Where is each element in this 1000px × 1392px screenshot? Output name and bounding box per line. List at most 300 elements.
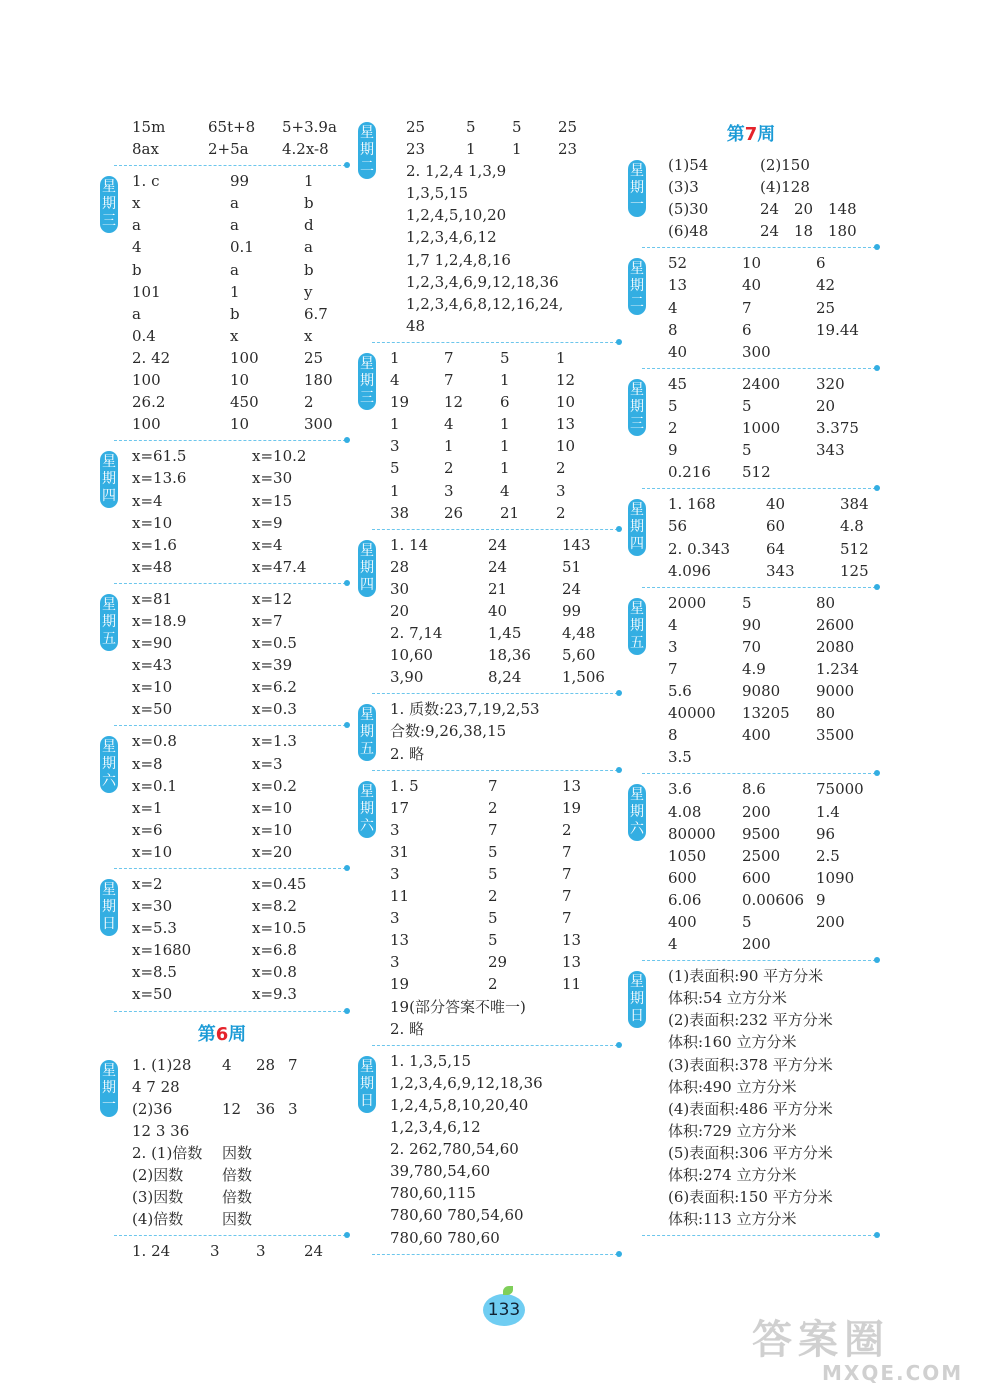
answer-row <box>132 819 346 841</box>
answer-cell: (3)3 <box>668 178 699 197</box>
answer-cell: x=10 <box>132 678 173 697</box>
answer-row <box>132 1076 346 1098</box>
answer-cell: 4.2x-8 <box>282 140 329 159</box>
answer-cell: 5 <box>488 842 498 861</box>
answer-cell: 倍数 <box>222 1166 253 1185</box>
answer-cell: 2. 262,780,54,60 <box>390 1140 519 1159</box>
answer-cell: 780,60 780,54,60 <box>390 1206 524 1225</box>
weekday-tab: 星期日 <box>100 879 118 936</box>
answer-cell: 17 <box>390 798 410 817</box>
dashed-divider <box>372 1045 618 1046</box>
answer-column-3 <box>626 116 876 1240</box>
week-heading-suffix: 周 <box>228 1023 247 1045</box>
answer-cell: 384 <box>840 495 869 514</box>
answer-row <box>660 560 876 582</box>
answer-row <box>390 885 618 907</box>
answer-cell: 450 <box>230 393 259 412</box>
answer-row <box>132 259 346 281</box>
answer-cell: 2080 <box>816 637 855 656</box>
answer-cell: a <box>230 194 239 213</box>
answer-row <box>660 373 876 395</box>
answer-cell: 60 <box>766 517 786 536</box>
answer-cell: 23 <box>558 140 578 159</box>
answer-row <box>660 341 876 363</box>
answer-row <box>132 676 346 698</box>
answer-row <box>390 666 618 688</box>
answer-block <box>626 493 876 581</box>
answer-row <box>390 534 618 556</box>
answer-cell: (6)表面积:150 平方分米 <box>668 1188 833 1207</box>
answer-row <box>660 417 876 439</box>
answer-block <box>626 592 876 769</box>
answer-cell: 9080 <box>742 682 781 701</box>
answer-cell: 64 <box>766 539 786 558</box>
answer-row <box>132 895 346 917</box>
answer-cell: 2 <box>556 459 566 478</box>
answer-cell: 80 <box>816 593 836 612</box>
weekday-tab: 星期五 <box>100 594 118 651</box>
answer-cell: 0.4 <box>132 326 156 345</box>
answer-row <box>390 951 618 973</box>
answer-row <box>660 614 876 636</box>
answer-cell: 1 <box>390 481 400 500</box>
answer-cell: 1 <box>500 437 510 456</box>
answer-row <box>390 578 618 600</box>
answer-row <box>390 720 618 742</box>
answer-block <box>356 347 618 524</box>
answer-cell: 2+5a <box>208 140 249 159</box>
answer-cell: 40 <box>668 342 688 361</box>
answer-cell: 5,60 <box>562 646 596 665</box>
answer-row <box>390 996 618 1018</box>
answer-row <box>660 1164 876 1186</box>
answer-cell: 101 <box>132 282 161 301</box>
answer-cell: (1)54 <box>668 156 709 174</box>
answer-cell: 20 <box>390 601 410 620</box>
answer-row <box>132 841 346 863</box>
answer-cell: 3 <box>288 1099 298 1118</box>
answer-cell: 5 <box>488 909 498 928</box>
answer-cell: 19(部分答案不唯一) <box>390 997 526 1016</box>
answer-cell: x <box>132 194 141 213</box>
answer-cell: 8.6 <box>742 780 766 799</box>
answer-cell: 2.5 <box>816 846 840 865</box>
answer-cell: 99 <box>562 601 582 620</box>
answer-cell: 9000 <box>816 682 855 701</box>
week-heading-prefix: 第 <box>197 1023 216 1045</box>
answer-cell: 3 <box>668 637 678 656</box>
answer-cell: x=30 <box>132 897 173 916</box>
answer-row <box>390 116 618 138</box>
answer-cell: 2. 7,14 <box>390 624 443 643</box>
answer-cell: 12 <box>444 393 464 412</box>
answer-cell: 8 <box>668 726 678 745</box>
answer-cell: 1,2,4,5,10,20 <box>406 206 507 225</box>
answer-cell: 4.096 <box>668 561 711 580</box>
answer-row <box>660 461 876 483</box>
answer-row <box>132 797 346 819</box>
answer-cell: 1 <box>556 348 566 367</box>
answer-cell: 19.44 <box>816 320 859 339</box>
answer-row <box>390 556 618 578</box>
answer-row <box>660 1142 876 1164</box>
answer-block <box>626 373 876 483</box>
answer-cell: x=3 <box>252 754 283 773</box>
answer-cell: 体积:490 立方分米 <box>668 1077 797 1096</box>
answer-cell: 7 <box>562 909 572 928</box>
answer-cell: 1 <box>304 172 314 191</box>
answer-cell: x=10.2 <box>252 447 307 466</box>
answer-cell: x=48 <box>132 557 173 576</box>
dashed-divider <box>114 1235 346 1236</box>
answer-cell: 25 <box>558 118 578 136</box>
answer-block <box>98 873 346 1006</box>
answer-row <box>132 1142 346 1164</box>
answer-row <box>390 413 618 435</box>
answer-cell: x=0.3 <box>252 700 297 719</box>
answer-cell: x=10 <box>132 513 173 532</box>
answer-row <box>660 724 876 746</box>
answer-cell: 1050 <box>668 846 707 865</box>
answer-row <box>390 1227 618 1249</box>
answer-row <box>132 413 346 435</box>
answer-row <box>390 369 618 391</box>
weekday-tab: 星期三 <box>628 379 646 436</box>
answer-cell: x=20 <box>252 842 293 861</box>
answer-cell: 12 <box>556 371 576 390</box>
answer-cell: 3.5 <box>668 748 692 767</box>
answer-cell: 1,2,3,4,6,9,12,18,36 <box>390 1073 543 1092</box>
answer-row <box>660 515 876 537</box>
answer-cell: (2)表面积:232 平方分米 <box>668 1011 833 1030</box>
answer-block <box>98 730 346 863</box>
answer-cell: x=7 <box>252 611 283 630</box>
answer-row <box>132 654 346 676</box>
answer-row <box>132 116 346 138</box>
answer-block <box>98 1054 346 1231</box>
answer-cell: 38 <box>390 503 410 522</box>
answer-cell: 体积:54 立方分米 <box>668 989 787 1008</box>
answer-row <box>390 1094 618 1116</box>
answer-cell: 4.08 <box>668 802 702 821</box>
answer-cell: x=10 <box>252 798 293 817</box>
answer-row <box>390 797 618 819</box>
answer-row <box>390 347 618 369</box>
answer-row <box>390 841 618 863</box>
answer-row <box>390 160 618 182</box>
answer-row <box>660 1031 876 1053</box>
answer-cell: 56 <box>668 517 688 536</box>
answer-row <box>132 588 346 610</box>
answer-cell: 10 <box>556 393 576 412</box>
answer-row <box>390 622 618 644</box>
answer-row <box>390 1138 618 1160</box>
answer-cell: 4.9 <box>742 659 766 678</box>
answer-cell: 1090 <box>816 868 855 887</box>
answer-cell: 7 <box>488 776 498 795</box>
answer-cell: 4 <box>222 1055 232 1074</box>
answer-cell: 8,24 <box>488 668 522 687</box>
answer-cell: 1,506 <box>562 668 605 687</box>
answer-cell: (1)表面积:90 平方分米 <box>668 967 824 986</box>
answer-cell: 52 <box>668 254 688 273</box>
answer-cell: 90 <box>742 615 762 634</box>
answer-cell: x=0.2 <box>252 776 297 795</box>
weekday-tab: 星期二 <box>628 258 646 315</box>
answer-cell: 1,2,3,4,6,12 <box>406 228 497 247</box>
answer-cell: 8ax <box>132 140 159 159</box>
week-heading-num: 7 <box>744 124 758 145</box>
answer-cell: 5 <box>742 913 752 931</box>
weekday-tab: 星期一 <box>100 1060 118 1117</box>
answer-row <box>660 680 876 702</box>
answer-cell: (4)表面积:486 平方分米 <box>668 1099 833 1118</box>
answer-row <box>660 636 876 658</box>
answer-cell: 40 <box>742 276 762 295</box>
answer-cell: x=1 <box>132 798 163 817</box>
answer-cell: 12 3 36 <box>132 1121 190 1140</box>
answer-cell: 7 <box>444 371 454 390</box>
answer-row <box>132 445 346 467</box>
answer-block <box>356 775 618 1040</box>
answer-cell: 2 <box>556 503 566 522</box>
answer-cell: 5+3.9a <box>282 118 337 136</box>
answer-row <box>390 907 618 929</box>
answer-row <box>660 297 876 319</box>
answer-row <box>390 1050 618 1072</box>
answer-cell: 体积:274 立方分米 <box>668 1166 797 1185</box>
answer-cell: 24 <box>488 557 508 576</box>
answer-cell: 1. 14 <box>390 535 429 554</box>
answer-cell: 1.4 <box>816 802 840 821</box>
answer-row <box>132 753 346 775</box>
answer-cell: 31 <box>390 842 410 861</box>
answer-cell: 2. 略 <box>390 1019 425 1038</box>
answer-row <box>132 1208 346 1230</box>
answer-cell: 1 <box>500 415 510 434</box>
answer-column-2 <box>356 116 618 1259</box>
answer-cell: 2600 <box>816 615 855 634</box>
answer-cell: 100 <box>132 415 161 434</box>
answer-cell: 5 <box>742 396 752 415</box>
answer-row <box>660 702 876 724</box>
answer-cell: 因数 <box>222 1210 253 1229</box>
dashed-divider <box>372 529 618 530</box>
answer-row <box>132 281 346 303</box>
answer-row <box>660 538 876 560</box>
answer-cell: 13 <box>562 931 582 950</box>
answer-row <box>660 1186 876 1208</box>
answer-row <box>660 778 876 800</box>
answer-cell: 25 <box>304 348 324 367</box>
answer-row <box>390 1018 618 1040</box>
answer-cell: x=5.3 <box>132 919 177 938</box>
answer-cell: 7 <box>444 348 454 367</box>
answer-cell: 5 <box>668 396 678 415</box>
answer-cell: 20 <box>794 200 814 219</box>
answer-cell: 7 <box>288 1055 298 1074</box>
answer-cell: 倍数 <box>222 1188 253 1207</box>
answer-cell: x=50 <box>132 700 173 719</box>
answer-row <box>390 271 618 293</box>
answer-cell: 4 <box>668 298 678 317</box>
answer-row <box>132 961 346 983</box>
week-heading <box>98 1016 346 1054</box>
answer-cell: 5 <box>500 348 510 367</box>
answer-cell: 13205 <box>742 704 790 723</box>
weekday-tab: 星期二 <box>358 122 376 179</box>
answer-cell: 200 <box>742 935 771 954</box>
answer-cell: b <box>132 260 142 279</box>
weekday-tab: 星期六 <box>358 781 376 838</box>
answer-row <box>132 236 346 258</box>
answer-cell: 23 <box>406 140 426 159</box>
answer-cell: 2. (1)倍数 <box>132 1143 203 1162</box>
answer-cell: 75000 <box>816 780 864 799</box>
answer-cell: 2 <box>668 419 678 438</box>
answer-row <box>390 1116 618 1138</box>
answer-cell: 2 <box>488 975 498 994</box>
weekday-tab: 星期三 <box>100 176 118 233</box>
answer-row <box>132 939 346 961</box>
answer-cell: 96 <box>816 824 836 843</box>
answer-cell: 143 <box>562 535 591 554</box>
dashed-divider <box>372 342 618 343</box>
answer-cell: (5)表面积:306 平方分米 <box>668 1143 833 1162</box>
answer-row <box>660 867 876 889</box>
answer-cell: (4)倍数 <box>132 1210 184 1229</box>
answer-cell: 13 <box>390 931 410 950</box>
answer-cell: 7 <box>488 820 498 839</box>
answer-cell: 24 <box>760 222 780 241</box>
answer-row <box>660 1054 876 1076</box>
answer-row <box>132 369 346 391</box>
answer-cell: 6 <box>500 393 510 412</box>
answer-row <box>132 917 346 939</box>
answer-cell: x=2 <box>132 875 163 893</box>
answer-cell: x=0.8 <box>252 963 297 982</box>
answer-block <box>356 534 618 689</box>
answer-cell: x=8 <box>132 754 163 773</box>
answer-cell: 4 <box>132 238 142 257</box>
dashed-divider <box>372 1254 618 1255</box>
answer-cell: a <box>304 238 313 257</box>
answer-cell: 1 <box>230 282 240 301</box>
answer-row <box>390 775 618 797</box>
answer-cell: (4)128 <box>760 178 810 197</box>
answer-row <box>660 845 876 867</box>
dashed-divider <box>114 440 346 441</box>
answer-cell: 28 <box>256 1055 276 1074</box>
answer-cell: 2400 <box>742 374 781 393</box>
answer-cell: 1,45 <box>488 624 522 643</box>
answer-row <box>390 698 618 720</box>
answer-cell: 9 <box>668 441 678 460</box>
answer-row <box>660 439 876 461</box>
answer-cell: 1 <box>512 140 522 159</box>
answer-cell: a <box>230 216 239 235</box>
answer-cell: 320 <box>816 374 845 393</box>
answer-cell: 42 <box>816 276 836 295</box>
answer-cell: x=4 <box>132 491 163 510</box>
answer-cell: 13 <box>556 415 576 434</box>
answer-cell: 2 <box>488 887 498 906</box>
answer-cell: 1. 24 <box>132 1242 171 1261</box>
answer-cell: a <box>132 216 141 235</box>
answer-block <box>626 252 876 362</box>
answer-cell: x=9 <box>252 513 283 532</box>
week-heading <box>626 116 876 154</box>
answer-cell: 5.6 <box>668 682 692 701</box>
answer-cell: 4 <box>668 935 678 954</box>
dashed-divider <box>642 1235 876 1236</box>
answer-row <box>132 467 346 489</box>
answer-cell: 3 <box>444 481 454 500</box>
answer-row <box>132 1120 346 1142</box>
answer-cell: 2. 略 <box>390 744 425 763</box>
answer-cell: 10 <box>556 437 576 456</box>
answer-cell: 8 <box>668 320 678 339</box>
answer-cell: 11 <box>390 887 410 906</box>
answer-cell: 4.8 <box>840 517 864 536</box>
answer-row <box>132 1164 346 1186</box>
weekday-tab: 星期五 <box>358 704 376 761</box>
weekday-tab: 星期日 <box>628 971 646 1028</box>
weekday-tab: 星期日 <box>358 1056 376 1113</box>
answer-cell: 3 <box>390 953 400 972</box>
answer-row <box>132 1240 346 1262</box>
answer-row <box>390 1072 618 1094</box>
answer-row <box>132 214 346 236</box>
answer-cell: 因数 <box>222 1143 253 1162</box>
answer-cell: x <box>230 326 239 345</box>
answer-row <box>132 391 346 413</box>
answer-row <box>132 983 346 1005</box>
answer-cell: 1. 1,3,5,15 <box>390 1051 472 1070</box>
answer-row <box>660 395 876 417</box>
page-number: 133 <box>483 1294 525 1326</box>
answer-cell: 1000 <box>742 419 781 438</box>
answer-cell: 180 <box>304 371 333 390</box>
answer-block <box>626 965 876 1230</box>
answer-cell: 13 <box>562 953 582 972</box>
answer-cell: (2)因数 <box>132 1166 184 1185</box>
answer-cell: 5 <box>488 865 498 883</box>
answer-cell: 45 <box>668 374 688 393</box>
answer-cell: (3)因数 <box>132 1188 184 1207</box>
answer-cell: x=0.45 <box>252 875 307 893</box>
dashed-divider <box>642 587 876 588</box>
answer-cell: 1.234 <box>816 659 859 678</box>
weekday-tab: 星期四 <box>628 499 646 556</box>
answer-cell: 148 <box>828 200 857 219</box>
answer-cell: x=1680 <box>132 941 192 960</box>
dashed-divider <box>114 1011 346 1012</box>
answer-cell: x=1.3 <box>252 732 297 751</box>
answer-cell: 1. c <box>132 172 160 191</box>
answer-cell: 3 <box>256 1242 266 1261</box>
answer-cell: x=30 <box>252 469 293 488</box>
answer-cell: 6.7 <box>304 304 328 323</box>
answer-cell: 6.06 <box>668 890 702 909</box>
answer-row <box>390 644 618 666</box>
answer-row <box>390 138 618 160</box>
answer-cell: 2. 42 <box>132 348 171 367</box>
answer-cell: 1,2,3,4,6,9,12,18,36 <box>406 272 559 291</box>
answer-cell: 600 <box>668 868 697 887</box>
answer-cell: x=8.5 <box>132 963 177 982</box>
answer-cell: 40 <box>488 601 508 620</box>
